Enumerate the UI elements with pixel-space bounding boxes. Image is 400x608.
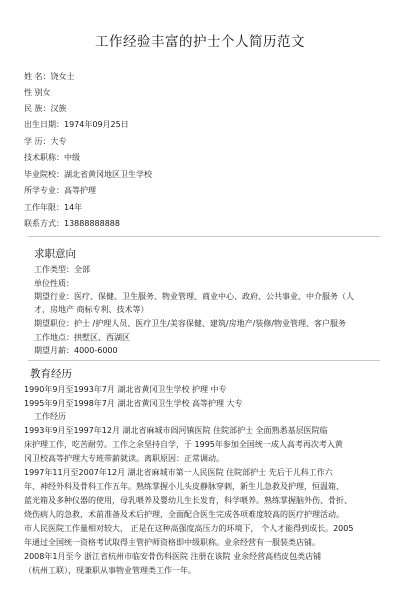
section-heading-intent: 求职意向 — [34, 248, 76, 260]
intent-line: 工作类型：全部 — [34, 265, 90, 274]
basic-name: 姓 名：饶女士 — [24, 72, 75, 81]
work-line: 冈卫校高等护理大专班带薪就读。离职原因：正常调动。 — [24, 454, 224, 463]
basic-ethnicity: 民 族：汉族 — [24, 104, 67, 113]
basic-major: 所学专业：高等护理 — [24, 186, 96, 195]
basic-birthdate: 出生日期：1974年09月25日 — [24, 120, 129, 129]
page-title: 工作经验丰富的护士个人简历范文 — [95, 34, 305, 50]
work-line: 蓝光箱及多种仪器的使用，母乳喂养及婴幼儿生长发育，科学喂养。熟练掌握脑外伤、骨折、 — [24, 496, 352, 505]
section-heading-work: 工作经历 — [34, 412, 66, 421]
divider — [28, 360, 380, 361]
work-line: 市人民医院工作量相对较大， 正是在这种高强度高压力的环境下， 个人才能得到成长。2005 — [24, 524, 354, 533]
divider — [28, 236, 380, 237]
work-line: 1993年9月至1997年12月 湖北省麻城市阎河镇医院 住院部护士 全面熟悉基层医院临 — [24, 426, 328, 435]
basic-years: 工作年限：14年 — [24, 203, 83, 212]
education-line: 1990年9月至1993年7月 湖北省黄冈卫生学校 护理 中专 — [24, 385, 227, 394]
basic-title: 技术职称：中级 — [24, 153, 80, 162]
intent-line: 单位性质： — [34, 279, 74, 288]
education-line: 1995年9月至1998年7月 湖北省黄冈卫生学校 高等护理 大专 — [24, 399, 243, 408]
basic-contact: 联系方式：13888888888 — [24, 219, 120, 228]
intent-line: 期望行业：医疗、保健、卫生服务、物业管理、商业中心、政府、公共事业、中介服务（人 — [34, 292, 354, 301]
work-line: 年通过全国统一资格考试取得主管护师资格即中级职称。业余经营有一服装类店铺。 — [24, 538, 320, 547]
basic-gender: 性 别女 — [24, 88, 51, 97]
intent-line: 期望职位：护士 /护理人员、医疗卫生/美容保健、建筑/房地产/装修/物业管理、客户服务 — [34, 319, 347, 328]
work-line: 2008年1月至今 浙江省杭州市临安骨伤科医院 注册在该院 业余经营高档皮包类店铺 — [24, 552, 322, 561]
work-line: 1997年11月至2007年12月 湖北省麻城市第一人民医院 住院部护士 先后于儿科工作六 — [24, 468, 333, 477]
basic-education: 学 历：大专 — [24, 137, 67, 146]
intent-line: 期望月薪：4000-6000 — [34, 346, 118, 355]
work-line: 床护理工作，吃苦耐劳。工作之余坚持自学，于 1995年参加全国统一成人高考再次考入黄 — [24, 440, 343, 449]
intent-line: 工作地点：拱墅区、西湖区 — [34, 333, 130, 342]
section-heading-education: 教育经历 — [30, 368, 72, 380]
basic-school: 毕业院校：湖北省黄冈地区卫生学校 — [24, 170, 152, 179]
work-line: （杭州工联），现兼职从事物业管理类工作一年。 — [24, 566, 196, 575]
intent-line: 才，房地产 商标专利、技术等） — [34, 305, 149, 314]
work-line: 年、神经外科及骨科工作五年。熟练掌握小儿头皮静脉穿刺，新生儿急救及护理，恒温箱、 — [24, 482, 344, 491]
work-line: 烧伤病人的急救，术前准备及术后护理，全面配合医生完成各项难度较高的医疗护理活动。 — [24, 510, 344, 519]
